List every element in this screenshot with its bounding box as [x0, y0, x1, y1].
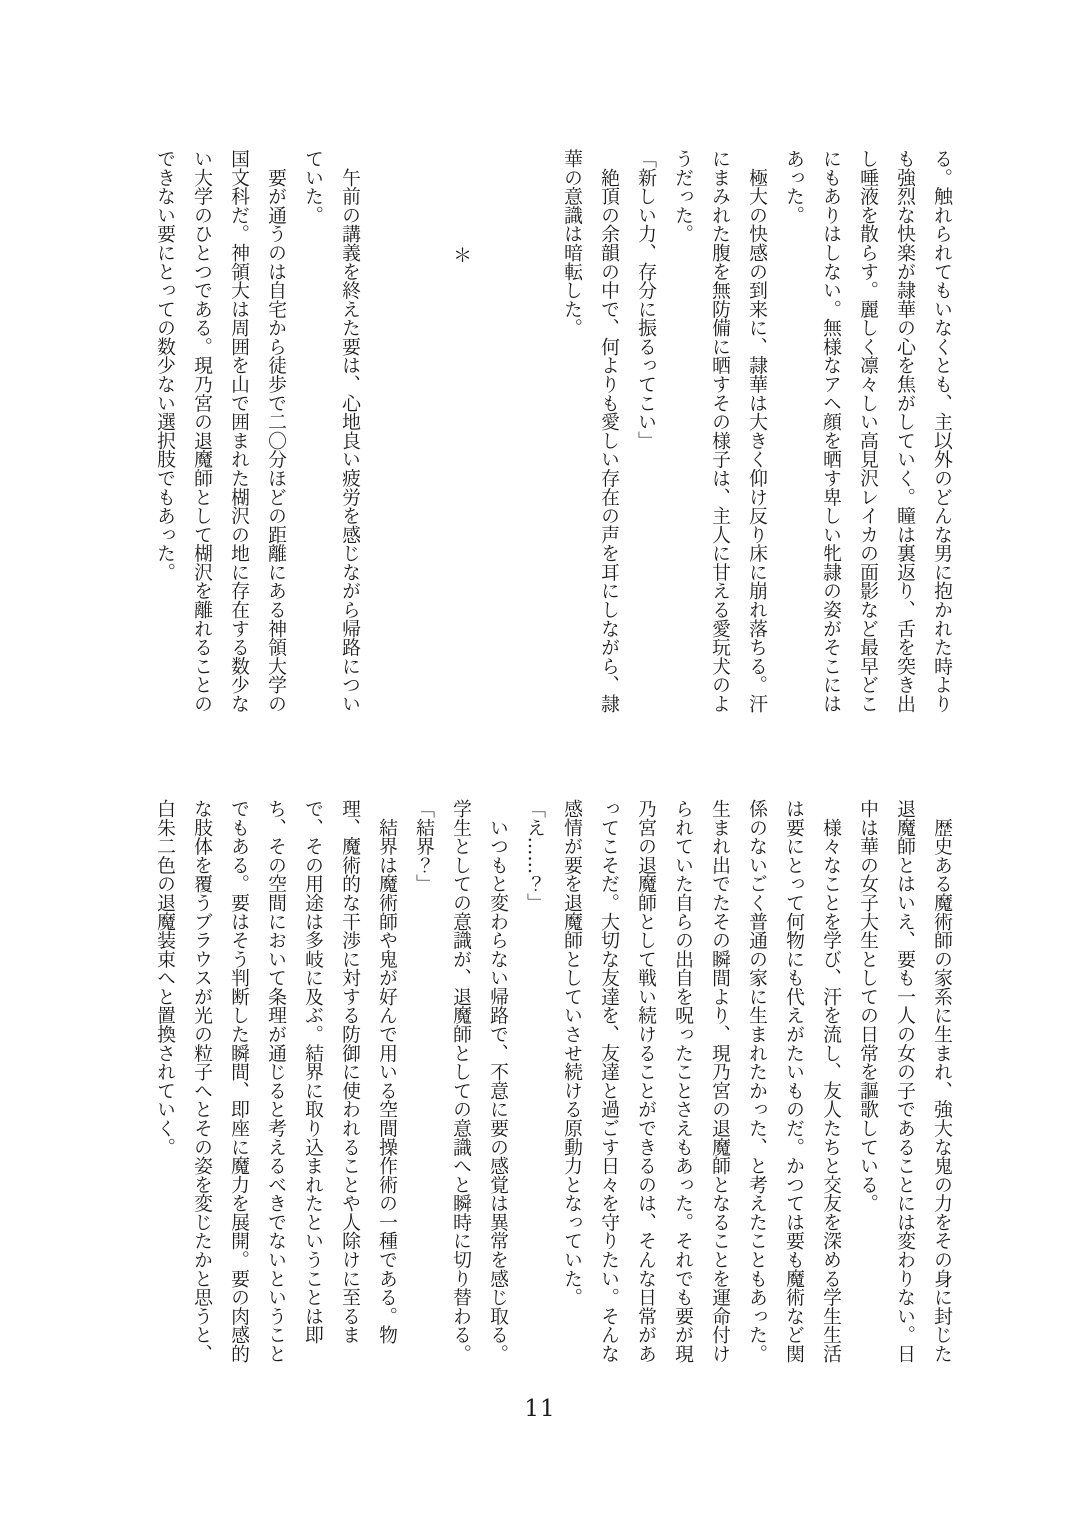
- text-line: にもありはしない。無様なアヘ顔を晒す卑しい牝隷の姿がそこには: [820, 149, 841, 713]
- text-line: な肢体を覆うブラウスが光の粒子へとその姿を変じたかと思うと、: [191, 799, 212, 1363]
- text-line: し唾液を散らす。麗しく凛々しい高見沢レイカの面影など最早どこ: [857, 149, 878, 713]
- text-line: でもある。要はそう判断した瞬間、即座に魔力を展開。要の肉感的: [228, 799, 249, 1363]
- text-line: 結界は魔術師や鬼が好んで用いる空間操作術の一種である。物: [376, 799, 397, 1344]
- text-line: も強烈な快楽が隷華の心を焦がしていく。瞳は裏返り、舌を突き出: [894, 149, 915, 713]
- text-line: 学生としての意識が、退魔師としての意識へと瞬時に切り替わる。: [450, 799, 471, 1363]
- text-line: 極大の快感の到来に、隷華は大きく仰け反り床に崩れ落ちる。汗: [746, 149, 767, 713]
- text-line: できない要にとっての数少ない選択肢でもあった。: [154, 149, 175, 582]
- text-line: ていた。: [302, 149, 323, 225]
- blank-line: [405, 149, 442, 717]
- text-line: られていた自らの出自を呪ったことさえもあった。それでも要が現: [672, 799, 693, 1363]
- text-line: 感情が要を退魔師としていさせ続ける原動力となっていた。: [561, 799, 582, 1307]
- blank-line: [368, 149, 405, 717]
- blank-line: [479, 149, 516, 717]
- page-number: 11: [524, 1396, 556, 1422]
- text-line: 乃宮の退魔師として戦い続けることができるのは、そんな日常があ: [635, 799, 656, 1363]
- text-line: は要にとって何物にも代えがたいものだ。かつては要も魔術など関: [783, 799, 804, 1363]
- text-line: 国文科だ。神領大は周囲を山で囲まれた楜沢の地に存在する数少な: [228, 149, 249, 713]
- text-line: 退魔師とはいえ、要も一人の女の子であることには変わりない。日: [894, 799, 915, 1363]
- text-line: 理、魔術的な干渉に対する防御に使われることや人除けに至るま: [339, 799, 360, 1344]
- text-line: 「え……？」: [524, 799, 545, 912]
- text-line: 絶頂の余韻の中で、何よりも愛しい存在の声を耳にしながら、隷: [598, 149, 619, 713]
- blank-line: [516, 149, 553, 717]
- text-line: あった。: [783, 149, 804, 225]
- vertical-text-block-bottom: [146, 799, 960, 1367]
- text-line: にまみれた腹を無防備に晒すその様子は、主人に甘える愛玩犬のよ: [709, 149, 730, 713]
- text-line: で、その用途は多岐に及ぶ。結界に取り込まれたということは即: [302, 799, 323, 1344]
- text-line: いつもと変わらない帰路で、不意に要の感覚は異常を感じ取る。: [487, 799, 508, 1363]
- text-line: 係のないごく普通の家に生まれたかった、と考えたこともあった。: [746, 799, 767, 1363]
- text-line: 歴史ある魔術師の家系に生まれ、強大な鬼の力をその身に封じた: [931, 799, 952, 1363]
- text-line: 生まれ出でたその瞬間より、現乃宮の退魔師となることを運命付け: [709, 799, 730, 1363]
- text-line: る。触れられてもいなくとも、主以外のどんな男に抱かれた時より: [931, 149, 952, 713]
- text-line: ってこそだ。大切な友達を、友達と過ごす日々を守りたい。そんな: [598, 799, 619, 1363]
- text-line: 様々なことを学び、汗を流し、友人たちと交友を深める学生生活: [820, 799, 841, 1363]
- text-line: 中は華の女子大生としての日常を謳歌している。: [857, 799, 878, 1213]
- text-line: 「新しい力、存分に振るってこい」: [635, 149, 656, 450]
- vertical-text-block-top: [146, 149, 960, 717]
- text-line: 要が通うのは自宅から徒歩で二〇分ほどの距離にある神領大学の: [265, 149, 286, 713]
- text-line: い大学のひとつである。現乃宮の退魔師として楜沢を離れることの: [191, 149, 212, 713]
- text-line: 「結界？」: [413, 799, 434, 893]
- section-separator: ＊: [450, 245, 471, 264]
- text-line: 華の意識は暗転した。: [561, 149, 582, 337]
- text-line: 午前の講義を終えた要は、心地良い疲労を感じながら帰路につい: [339, 149, 360, 713]
- text-line: ち、その空間において条理が通じると考えるべきでないということ: [265, 799, 286, 1363]
- text-line: 白朱二色の退魔装束へと置換されていく。: [154, 799, 175, 1157]
- text-line: うだった。: [672, 149, 693, 243]
